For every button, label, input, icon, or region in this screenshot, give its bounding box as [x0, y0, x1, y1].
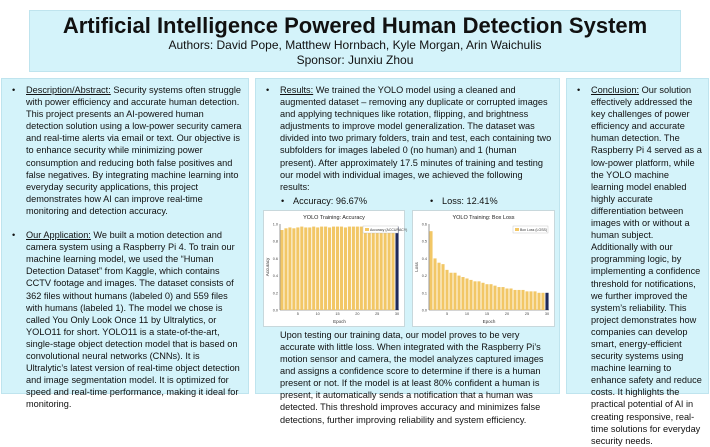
- x-tick-label: 20: [504, 311, 510, 316]
- y-tick-label: 0.4: [272, 273, 278, 278]
- conclusion-text: Our solution effectively addressed the key challenges of power efficiency and accurate human detection. The Raspberry Pi 4 served as a low-power platform, while the YOLO machine learning model enabled highly accurate differentiation between images with or without a human subject. Additionally with our programming logic, by implementing a confidence threshold for notifications, we further improved the system’s reliability. This project demonstrates how companies can develop smart, energy-efficient security systems using machine learning to enhance safety and reduce costs. It highlights the practical potential of AI in creating responsive, real-time solutions for everyday security needs.: [591, 85, 702, 446]
- chart-bar: [388, 227, 391, 310]
- results-text: We trained the YOLO model using a cleaned and augmented dataset – removing any duplicate or corrupted images and applying techniques like rotation, flipping, and brightness adjustments to improve model generalization. The dataset was divided into two primary folders, train and test, each containing two subfolders for images labeled 0 (no human) and 1 (human present). After approximately 17.5 minutes of training and testing our model with individual images, we achieved the following results:: [280, 85, 552, 192]
- conclusion-label: Conclusion:: [591, 85, 640, 95]
- application-paragraph: [2, 229, 248, 410]
- description-text: Security systems often struggle with power efficiency and accurate human detection. This project presents an AI-powered human detection solution using a low-power security camera and real-time alerts via email or text. Our objective is to enhance security while minimizing power consumption and reducing both false positives and false negatives. By integrating machine learning into everyday security applications, this project demonstrates how AI can improve real-time monitoring and detection accuracy.: [26, 85, 242, 216]
- chart-bar: [372, 226, 375, 309]
- legend-swatch: [515, 228, 519, 231]
- chart-bar: [433, 258, 436, 310]
- chart-bar: [392, 226, 395, 309]
- chart-bar: [300, 226, 303, 309]
- chart-bar: [465, 278, 468, 310]
- application-label: Our Application:: [26, 230, 91, 241]
- results-stats: [256, 193, 559, 207]
- x-tick-label: 5: [445, 311, 449, 316]
- chart-bar: [513, 290, 516, 310]
- chart-bar: [501, 287, 504, 310]
- chart-bar: [340, 226, 343, 309]
- chart-bar: [445, 270, 448, 310]
- accuracy-chart-svg: [264, 211, 408, 326]
- chart-bar: [344, 227, 347, 310]
- chart-bar: [441, 264, 444, 310]
- y-tick-label: 0.1: [421, 291, 427, 296]
- x-tick-label: 20: [355, 311, 360, 316]
- chart-bar: [324, 226, 327, 309]
- chart-bar: [469, 280, 472, 310]
- y-tick-label: 0.6: [272, 256, 278, 261]
- x-tick-label: 15: [484, 311, 490, 316]
- y-axis-label: Accuracy: [265, 257, 270, 277]
- application-text: We built a motion detection and camera system using a Raspberry Pi 4. To train our machine learning model, we used the “Human Detection Dataset” from Kaggle, which contains CCTV footage and images. The dataset consists of 362 files without humans (labeled 0) and 559 files with humans (labeled 1). The model we chose is called You Only Look Once 11 by Ultralytics, or YOLO11 for short. YOLO11 is a state-of-the-art, single-stage object detection model that is based on convolutional neural networks (CNNs). It is Ultralytic’s latest version of real-time object detection and image segmentation model. It is optimized for speed and real-time performance, making it ideal for monitoring.: [26, 230, 240, 410]
- charts-row: [262, 207, 553, 327]
- description-label: Description/Abstract:: [26, 85, 111, 95]
- chart-bar: [328, 227, 331, 310]
- y-tick-label: 1.0: [272, 222, 278, 227]
- chart-bar: [493, 285, 496, 309]
- results-label: Results:: [280, 85, 314, 95]
- chart-bar: [316, 227, 319, 310]
- chart-bar: [368, 227, 371, 310]
- chart-bar: [505, 288, 508, 310]
- x-tick-label: 10: [464, 311, 470, 316]
- chart-bar: [395, 226, 398, 309]
- x-axis-label: Epoch: [333, 318, 346, 324]
- chart-bar: [485, 284, 488, 310]
- y-axis-label: Loss: [414, 262, 419, 272]
- chart-bar: [360, 226, 363, 309]
- x-tick-label: 30: [544, 311, 550, 316]
- x-tick-label: 10: [315, 311, 320, 316]
- chart-bar: [449, 273, 452, 310]
- loss-stat: • Loss: 12.41%: [442, 195, 498, 207]
- chart-bar: [545, 293, 548, 310]
- x-tick-label: 15: [335, 311, 340, 316]
- chart-bar: [384, 226, 387, 309]
- chart-bar: [481, 283, 484, 310]
- chart-title: YOLO Training: Accuracy: [303, 214, 365, 221]
- y-tick-label: 0.2: [272, 291, 278, 296]
- legend-swatch: [365, 228, 369, 231]
- chart-bar: [332, 226, 335, 309]
- chart-bar: [453, 273, 456, 310]
- chart-bar: [497, 287, 500, 310]
- accuracy-stat: • Accuracy: 96.67%: [293, 195, 367, 207]
- description-paragraph: [2, 84, 248, 217]
- chart-bar: [537, 293, 540, 310]
- chart-bar: [356, 226, 359, 309]
- chart-title: YOLO Training: Box Loss: [452, 214, 515, 221]
- loss-chart-svg: [413, 211, 554, 326]
- y-tick-label: 0.0: [421, 308, 427, 313]
- poster-header: [29, 10, 681, 72]
- y-tick-label: 0.8: [272, 239, 278, 244]
- chart-bar: [509, 288, 512, 310]
- chart-bar: [320, 226, 323, 309]
- legend-label: Accuracy (ACCURACY): [370, 227, 408, 232]
- chart-bar: [533, 291, 536, 310]
- x-axis-label: Epoch: [482, 318, 496, 324]
- legend-label: Box Loss (LOSS): [520, 227, 548, 232]
- x-tick-label: 25: [524, 311, 530, 316]
- chart-bar: [336, 226, 339, 309]
- chart-bar: [348, 226, 351, 309]
- chart-bar: [477, 281, 480, 310]
- sponsor-line: Sponsor: Junxiu Zhou: [296, 53, 414, 67]
- chart-bar: [308, 227, 311, 310]
- chart-bar: [304, 227, 307, 310]
- y-tick-label: 0.6: [421, 222, 427, 227]
- y-tick-label: 0.0: [272, 308, 278, 313]
- chart-bar: [288, 227, 291, 310]
- chart-bar: [280, 230, 283, 310]
- accuracy-chart: [263, 210, 408, 327]
- chart-bar: [521, 290, 524, 310]
- chart-bar: [541, 293, 544, 310]
- y-tick-label: 0.4: [421, 256, 427, 261]
- chart-bar: [473, 281, 476, 310]
- results-followup-text: Upon testing our training data, our model proves to be very accurate with little loss. When integrated with the Raspberry Pi’s motion sensor and camera, the model analyzes captured images and assigns a confidence score to determine if there is a human present or not. If the model is at least 80% confident a human is present, it automatically sends a notification that a human was detected. This threshold improves accuracy and minimizes false detections, further improving reliability and system efficiency.: [280, 329, 544, 425]
- results-paragraph: [256, 84, 559, 193]
- chart-bar: [312, 226, 315, 309]
- chart-bar: [376, 226, 379, 309]
- poster-title: Artificial Intelligence Powered Human Detection System: [62, 13, 648, 38]
- description-column: [1, 78, 249, 410]
- chart-bar: [380, 226, 383, 309]
- x-tick-label: 25: [375, 311, 380, 316]
- x-tick-label: 5: [296, 311, 299, 316]
- chart-bar: [457, 275, 460, 309]
- chart-bar: [529, 291, 532, 310]
- chart-bar: [517, 290, 520, 310]
- conclusion-paragraph: [567, 84, 708, 447]
- chart-bar: [429, 231, 432, 310]
- chart-bar: [296, 227, 299, 310]
- results-column: [255, 78, 560, 425]
- chart-bar: [292, 228, 295, 310]
- chart-bar: [364, 226, 367, 309]
- authors-line: Authors: David Pope, Matthew Hornbach, Kyle Morgan, Arin Waichulis: [168, 38, 542, 52]
- chart-bar: [461, 277, 464, 310]
- x-tick-label: 30: [394, 311, 400, 316]
- y-tick-label: 0.5: [421, 239, 427, 244]
- chart-bar: [489, 284, 492, 310]
- chart-bar: [437, 263, 440, 310]
- chart-bar: [525, 291, 528, 310]
- loss-chart: [412, 210, 555, 327]
- chart-bar: [352, 226, 355, 309]
- y-tick-label: 0.2: [421, 273, 427, 278]
- conclusion-column: [566, 78, 709, 446]
- chart-bar: [284, 228, 287, 310]
